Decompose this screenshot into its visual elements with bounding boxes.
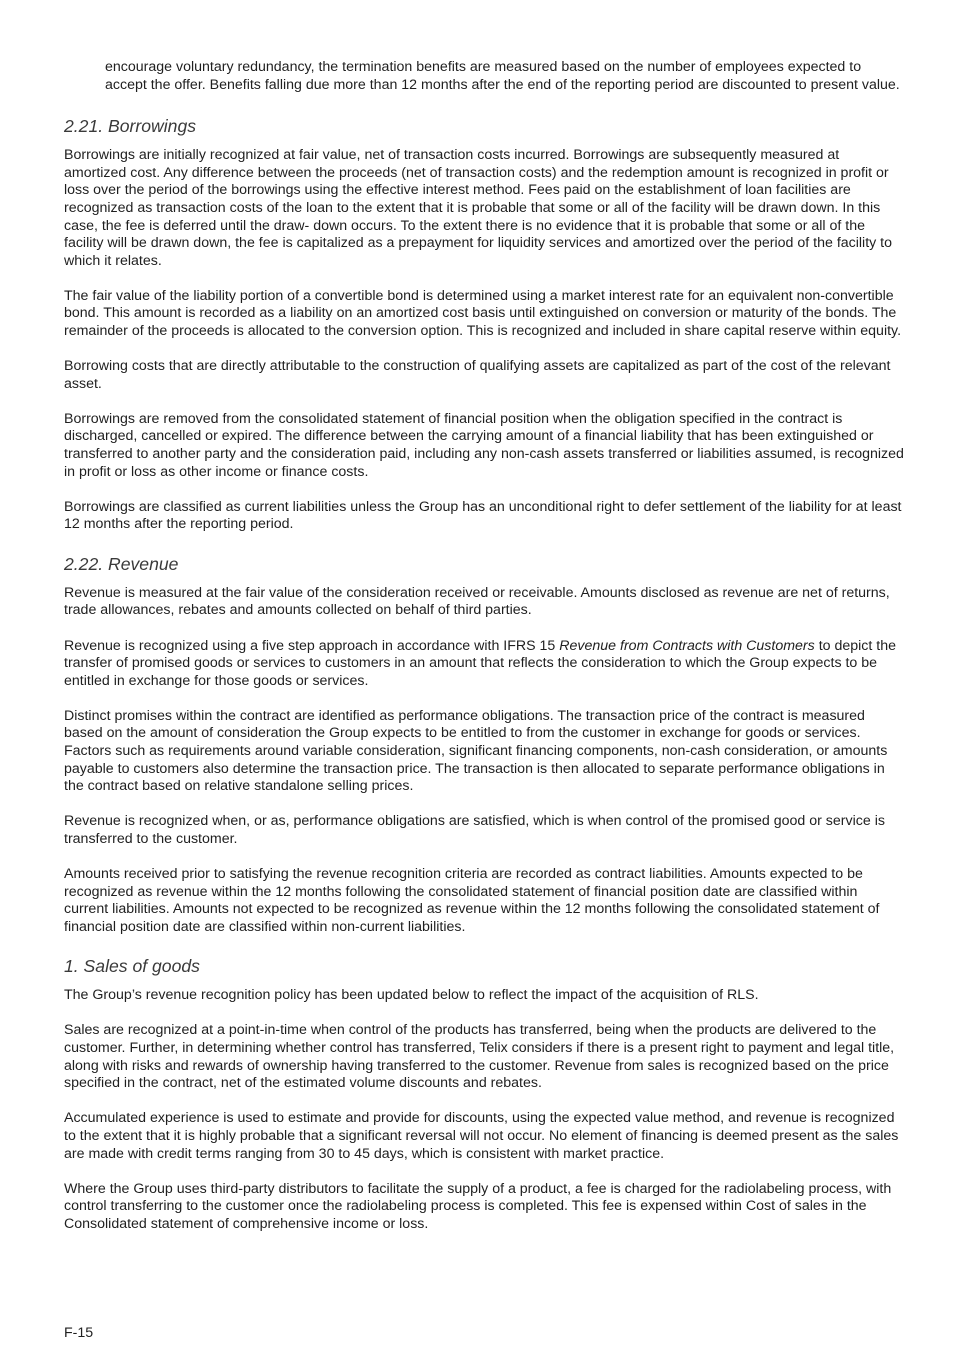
borrowings-paragraph: Borrowings are initially recognized at fair value, net of transaction costs incurred. Borrowings are subsequently measured at amortized cost. Any difference between the proceeds (net of transaction costs) and the redemption amount is recognized in profit or loss over the period of the borrowings using the effective interest method. Fees paid on the establishment of loan facilities are recognized as transaction costs of the loan to the extent that it is probable that some or all of the facility will be drawn down. In this case, the fee is deferred until the draw- down occurs. To the extent there is no evidence that it is probable that some or all of the facility will be drawn down, the fee is capitalized as a prepayment for liquidity services and amortized over the period of the facility to which it relates. [64,147,893,269]
borrowings-paragraph: The fair value of the liability portion of a convertible bond is determined using a market interest rate for an equivalent non-convertible bond. This amount is recorded as a liability on an amortized cost basis until extinguished on conversion or maturity of the bonds. The remainder of the proceeds is allocated to the conversion option. This is recognized and included in share capital reserve within equity. [64,287,902,340]
intro-paragraph: encourage voluntary redundancy, the termination benefits are measured based on the number of employees expected to accept the offer. Benefits falling due more than 12 months after the end of the reporting period are discounted to present value. [105,59,900,93]
revenue-paragraph: Distinct promises within the contract are identified as performance obligations. The transaction price of the contract is measured based on the amount of consideration the Group expects to be entitled to from the customer in exchange for goods or services. Factors such as requirements around variable consideration, significant financing components, non-cash consideration, or amounts payable to customers also determine the transaction price. The transaction is then allocated to separate performance obligations in the contract based on relative standalone selling prices. [64,707,888,795]
borrowings-paragraph: Borrowing costs that are directly attributable to the construction of qualifying assets are capitalized as part of the cost of the relevant asset. [64,358,891,392]
section-heading-borrowings: 2.21. Borrowings [64,116,197,137]
standard-title: Revenue from Contracts with Customers [559,637,815,654]
document-page [64,59,904,1251]
revenue-paragraph: Revenue is measured at the fair value of the consideration received or receivable. Amounts disclosed as revenue are net of returns, trade allowances, rebates and amounts collected on behalf of third parties. [64,584,890,619]
sales-paragraph: Accumulated experience is used to estimate and provide for discounts, using the expected value method, and revenue is recognized to the extent that it is highly probable that a significant reversal will not occur. No element of financing is deemed present as the sales are made with credit terms ranging from 30 to 45 days, which is consistent with market practice. [64,1110,899,1162]
page-number: F-15 [64,1325,94,1341]
sales-paragraph: The Group’s revenue recognition policy has been updated below to reflect the impact of the acquisition of RLS. [64,987,759,1004]
revenue-text: to depict the transfer of promised goods or services to customers in an amount that reflects the consideration to which the Group expects to be entitled in exchange for those goods or services. [64,637,896,689]
sales-paragraph: Where the Group uses third-party distributors to facilitate the supply of a product, a fee is charged for the radiolabeling process, with control transferring to the customer once the radiolabeling process is completed. This fee is expensed within Cost of sales in the Consolidated statement of comprehensive income or loss. [64,1180,892,1232]
revenue-paragraph: Revenue is recognized when, or as, performance obligations are satisfied, which is when control of the promised good or service is transferred to the customer. [64,813,885,847]
borrowings-paragraph: Borrowings are classified as current liabilities unless the Group has an unconditional right to defer settlement of the liability for at least 12 months after the reporting period. [64,498,902,533]
revenue-paragraph-ifrs [64,638,904,691]
sales-paragraph: Sales are recognized at a point-in-time when control of the products has transferred, being when the products are delivered to the customer. Further, in determining whether control has transferred, Telix considers if there is a present right to payment and legal title, along with risks and rewards of ownership having transferred to the customer. Revenue from sales is recognized based on the price specified in the contract, net of the estimated volume discounts and rebates. [64,1022,895,1092]
section-heading-revenue: 2.22. Revenue [64,553,179,574]
borrowings-paragraph: Borrowings are removed from the consolidated statement of financial position when the obligation specified in the contract is discharged, cancelled or expired. The difference between the carrying amount of a financial liability that has been extinguished or transferred to another party and the consideration paid, including any non-cash assets transferred or liabilities assumed, is recognized in profit or loss as other income or finance costs. [64,410,904,480]
revenue-paragraph: Amounts received prior to satisfying the revenue recognition criteria are recorded as contract liabilities. Amounts expected to be recognized as revenue within the 12 months following the consolidated statement of financial position date are classified within current liabilities. Amounts not expected to be recognized as revenue within the 12 months following the consolidated statement of financial position date are classified within non-current liabilities. [64,866,880,935]
revenue-text: Revenue is recognized using a five step approach in accordance with IFRS 15 [64,637,560,654]
section-heading-sales-of-goods: 1. Sales of goods [64,956,200,977]
